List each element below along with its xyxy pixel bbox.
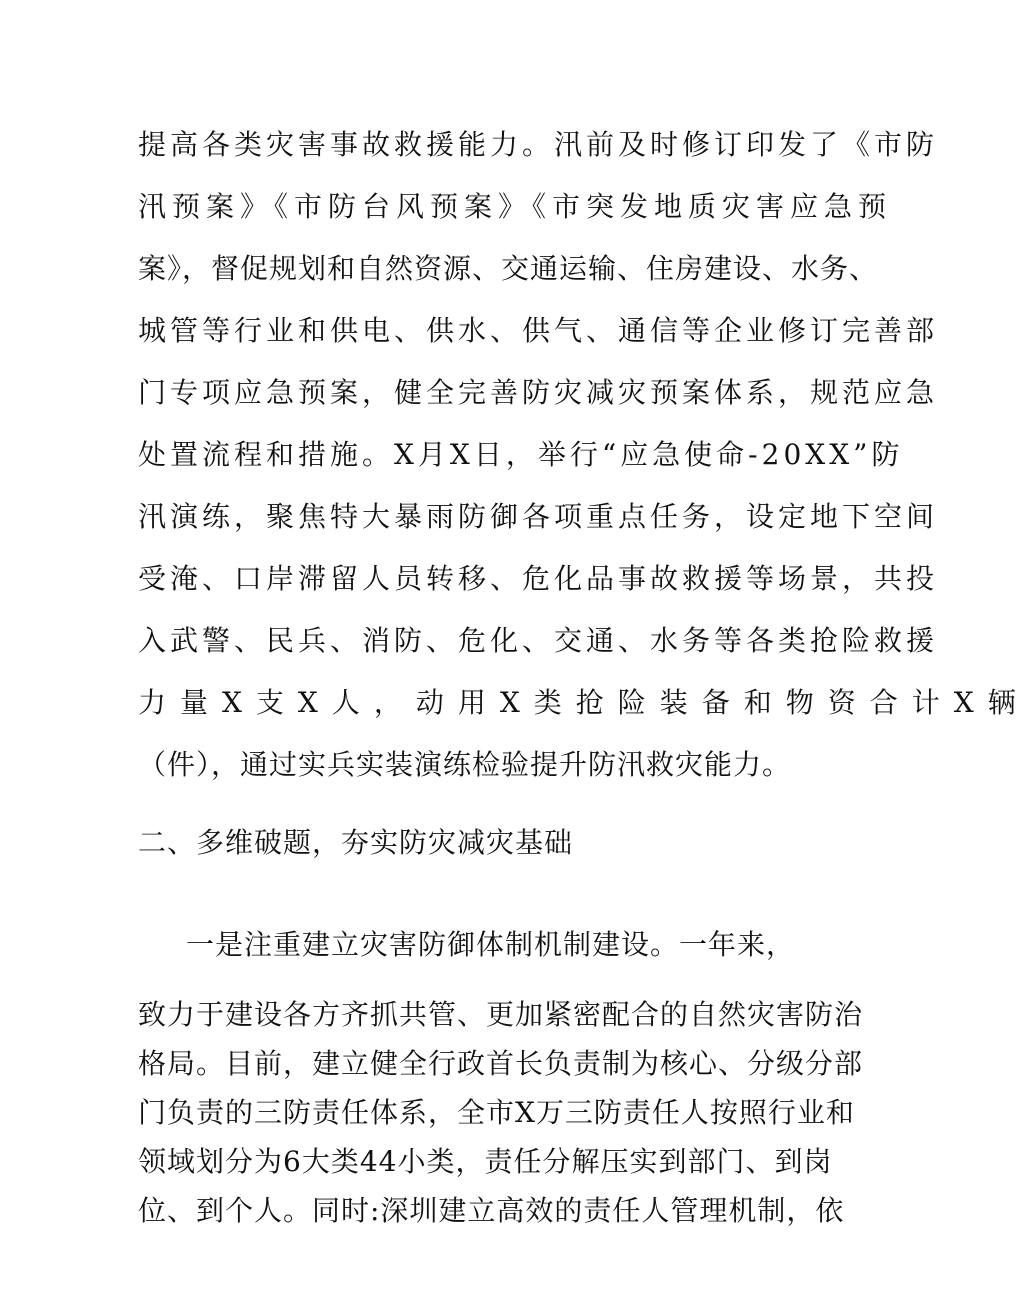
paragraph-line: 力量X支X人，动用X类抢险装备和物资合计X辆 <box>138 686 1030 719</box>
paragraph-line: 门负责的三防责任体系，全市X万三防责任人按照行业和 <box>138 1096 855 1129</box>
paragraph-first-line: 一是注重建立灾害防御体制机制建设。一年来， <box>186 928 796 961</box>
paragraph-line: 入武警、民兵、消防、危化、交通、水务等各类抢险救援 <box>138 624 939 657</box>
paragraph-line: 城管等行业和供电、供水、供气、通信等企业修订完善部 <box>138 314 939 347</box>
paragraph-line: 门专项应急预案，健全完善防灾减灾预案体系，规范应急 <box>138 376 939 409</box>
paragraph-line: 汛演练，聚焦特大暴雨防御各项重点任务，设定地下空间 <box>138 500 939 533</box>
paragraph-line: 处置流程和措施。X月X日，举行“应急使命-20XX”防 <box>138 438 904 471</box>
paragraph-line: 受淹、口岸滞留人员转移、危化品事故救援等场景，共投 <box>138 562 939 595</box>
paragraph-line: 致力于建设各方齐抓共管、更加紧密配合的自然灾害防治 <box>138 998 864 1031</box>
paragraph-line: 格局。目前，建立健全行政首长负责制为核心、分级分部 <box>138 1047 864 1080</box>
paragraph-line: 提高各类灾害事故救援能力。汛前及时修订印发了《市防 <box>138 128 939 161</box>
section-heading: 二、多维破题，夯实防灾减灾基础 <box>138 826 574 859</box>
paragraph-line: 汛预案》《市防台风预案》《市突发地质灾害应急预 <box>138 190 893 223</box>
paragraph-line: （件），通过实兵实装演练检验提升防汛救灾能力。 <box>138 748 792 781</box>
paragraph-line: 案》，督促规划和自然资源、交通运输、住房建设、水务、 <box>138 252 879 285</box>
paragraph-line: 领域划分为6大类44小类，责任分解压实到部门、到岗 <box>138 1145 833 1178</box>
paragraph-line: 位、到个人。同时:深圳建立高效的责任人管理机制，依 <box>138 1194 845 1227</box>
